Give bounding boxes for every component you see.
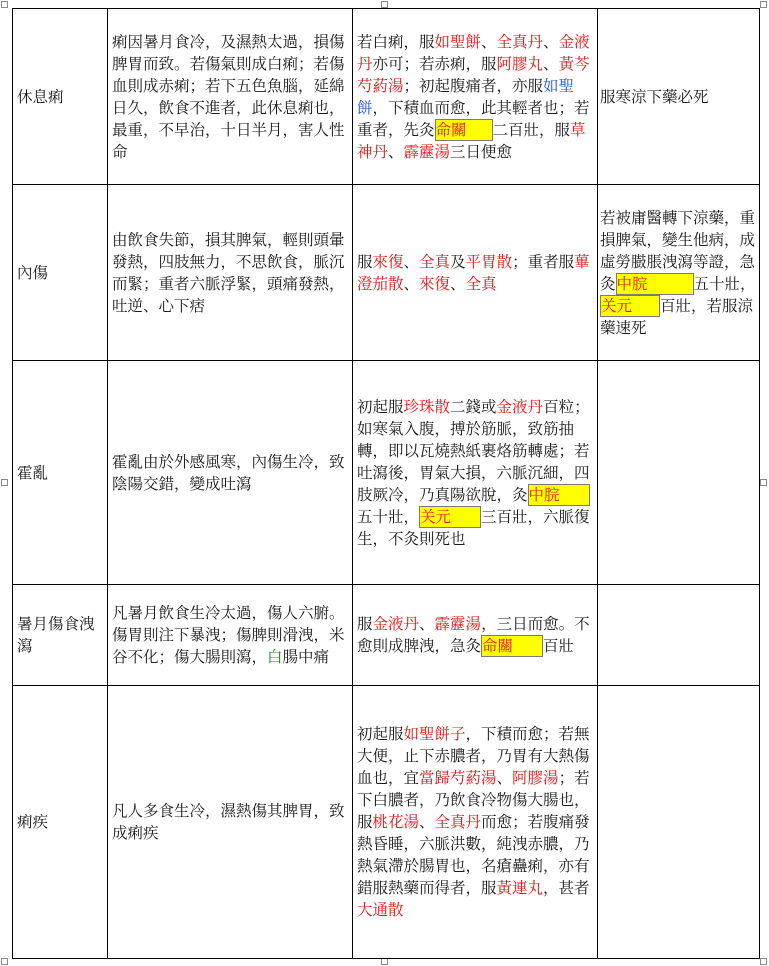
- remedy-name: 大通散: [357, 901, 404, 919]
- treatment-text: ，下積而愈；若無大便，止下赤膿者，乃胃有大熱傷血也，宜: [357, 725, 590, 787]
- remedy-name: 蓽澄茄散: [357, 252, 590, 293]
- treatment-text: 三百壯，六脈復生，不灸則死也: [357, 507, 590, 548]
- treatment-text: ，甚者: [543, 879, 590, 897]
- remedy-name: 黃芩芍葯湯: [357, 54, 590, 95]
- treatment-text: ；若下白膿者，乃飲食冷物傷大腸也，服: [357, 769, 590, 831]
- remedy-name: 霹靂湯: [403, 142, 451, 161]
- treatment-text: 初起服: [357, 725, 404, 743]
- table-row: [13, 9, 760, 185]
- note-text: 服寒涼下藥必死: [600, 87, 709, 106]
- table-resize-handle[interactable]: [1, 479, 8, 486]
- remedy-name: 全真: [419, 252, 451, 271]
- treatment-text: 、: [543, 32, 559, 51]
- table-resize-handle[interactable]: [760, 1, 767, 8]
- treatment-text: 、: [419, 813, 435, 831]
- cause-text-green: 白: [267, 648, 283, 666]
- disease-table: [12, 8, 760, 959]
- disease-name: 內傷: [17, 263, 49, 282]
- note-text: 若被庸醫轉下涼藥，重損脾氣，變生他病，成虛勞臌脹洩瀉等證，急灸: [600, 208, 756, 293]
- treatment-cell[interactable]: [353, 9, 598, 185]
- treatment-cell[interactable]: [353, 185, 598, 361]
- treatment-text: 百壯: [543, 637, 575, 655]
- cause-text: 霍亂由於外感風寒，內傷生冷，致陰陽交錯，變成吐瀉: [112, 452, 345, 493]
- treatment-text: ，三日而愈。不愈則成脾洩，急灸: [357, 615, 590, 655]
- treatment-text: 亦可；若赤痢，服: [372, 54, 497, 73]
- treatment-text: 而愈；若腹痛發熱昏睡，六脈洪數，純洩赤膿，乃熱氣滯於腸胃也，名瘡蠱痢，亦有錯服熱藥而得者，服: [357, 813, 590, 897]
- treatment-text: 、: [543, 54, 559, 73]
- treatment-text: 、: [419, 615, 435, 633]
- acupoint-highlight: 中脘: [528, 484, 590, 506]
- disease-name: 霍亂: [17, 463, 49, 482]
- table-resize-handle[interactable]: [381, 958, 388, 965]
- remedy-name: 全真: [465, 274, 497, 293]
- remedy-name: 平胃散: [465, 252, 513, 271]
- table-resize-handle[interactable]: [1, 1, 8, 8]
- note-cell[interactable]: [598, 585, 760, 686]
- cause-cell[interactable]: [108, 686, 353, 959]
- treatment-text: 、: [481, 32, 497, 51]
- table-row: [13, 686, 760, 959]
- table-resize-handle[interactable]: [381, 1, 388, 8]
- disease-name-cell[interactable]: [13, 585, 108, 686]
- cause-cell[interactable]: [108, 185, 353, 361]
- note-text: 五十壯，: [693, 274, 756, 293]
- cause-text: 凡人多食生冷，濕熱傷其脾胃，致成痢疾: [112, 802, 345, 842]
- remedy-name: 如聖餅: [434, 32, 482, 51]
- remedy-name: 阿膠丸: [496, 54, 544, 73]
- treatment-text: 及: [450, 252, 466, 271]
- acupoint-highlight: 命關: [435, 119, 493, 141]
- treatment-text: 三日便愈: [450, 142, 513, 161]
- treatment-text: 、: [403, 274, 420, 293]
- disease-name: 暑月傷食洩瀉: [17, 615, 95, 655]
- table-resize-handle[interactable]: [760, 958, 767, 965]
- remedy-name: 全真丹: [496, 32, 544, 51]
- acupoint-highlight: 命關: [481, 635, 543, 657]
- treatment-text: 初起服: [357, 397, 404, 416]
- treatment-text: 若白痢，服: [357, 32, 435, 51]
- table-row: [13, 361, 760, 585]
- disease-name: 痢疾: [17, 813, 49, 831]
- acupoint-highlight: 关元: [600, 295, 660, 317]
- remedy-name: 桃花湯: [372, 813, 420, 831]
- treatment-text: 、: [388, 142, 404, 161]
- note-text: 百壯，若服涼藥速死: [600, 296, 754, 337]
- table-row: [13, 185, 760, 361]
- cause-text: 凡暑月飲食生冷太過，傷人六腑。傷胃則注下暴洩；傷脾則滑洩，米谷不化；傷大腸則瀉，: [112, 604, 345, 666]
- treatment-text: 服: [357, 252, 373, 271]
- note-cell[interactable]: [598, 9, 760, 185]
- treatment-text: 、: [403, 252, 420, 271]
- cause-cell[interactable]: [108, 361, 353, 585]
- cause-text: 由飲食失節，損其脾氣，輕則頭暈發熱，四肢無力，不思飲食，脈沉而緊；重者六脈浮緊，頭痛發熱，吐逆、心下痞: [112, 230, 345, 315]
- disease-name-cell[interactable]: [13, 9, 108, 185]
- disease-name-cell[interactable]: [13, 361, 108, 585]
- treatment-text: 五十壯，: [357, 507, 420, 526]
- cause-text: 痢因暑月食冷，及濕熱太過，損傷脾胃而致。若傷氣則成白痢；若傷血則成赤痢；若下五色魚腦，延綿日久，飲食不進者，此休息痢也，最重，不早治，十日半月，害人性命: [112, 32, 345, 161]
- remedy-name: 黃連丸: [496, 879, 544, 897]
- remedy-name: 草神丹: [357, 120, 586, 161]
- disease-name-cell[interactable]: [13, 686, 108, 959]
- remedy-name: 來復: [419, 274, 451, 293]
- treatment-text: 二百壯，服: [492, 120, 571, 139]
- table-resize-handle[interactable]: [1, 958, 8, 965]
- remedy-name: 珍珠散: [403, 397, 451, 416]
- remedy-name: 阿膠湯: [512, 769, 559, 787]
- treatment-text: ，下積血而愈，此其輕者也；若重者，先灸: [357, 98, 590, 139]
- treatment-cell[interactable]: [353, 686, 598, 959]
- treatment-text: 、: [496, 769, 513, 787]
- table-row: [13, 585, 760, 686]
- acupoint-highlight: 关元: [419, 506, 481, 528]
- cause-cell[interactable]: [108, 9, 353, 185]
- remedy-name: 來復: [372, 252, 404, 271]
- disease-name-cell[interactable]: [13, 185, 108, 361]
- remedy-name: 全真丹: [434, 813, 482, 831]
- treatment-text: 服: [357, 615, 373, 633]
- note-cell[interactable]: [598, 686, 760, 959]
- cause-cell[interactable]: [108, 585, 353, 686]
- treatment-text: 二錢或: [450, 397, 497, 416]
- treatment-cell[interactable]: [353, 361, 598, 585]
- treatment-text: ；重者服: [512, 252, 575, 271]
- treatment-cell[interactable]: [353, 585, 598, 686]
- note-cell[interactable]: [598, 361, 760, 585]
- note-cell[interactable]: [598, 185, 760, 361]
- cause-text: 腸中痛: [282, 648, 330, 666]
- remedy-name: 當歸芍葯湯: [419, 769, 497, 787]
- treatment-text: 百粒；如寒氣入腹，搏於筋脈，致筋抽轉，即以瓦燒熱紙裹烙筋轉處；若吐瀉後，胃氣大損，六脈沉細，四肢厥冷，乃真陽欲脫，灸: [357, 397, 590, 504]
- treatment-text: 、: [450, 274, 466, 293]
- table-resize-handle[interactable]: [760, 479, 767, 486]
- acupoint-highlight: 中脘: [616, 273, 694, 295]
- remedy-name: 如聖餅: [357, 76, 575, 117]
- remedy-name: 金液丹: [496, 397, 544, 416]
- remedy-name: 金液丹: [372, 615, 420, 633]
- treatment-text: ；初起腹痛者，亦服: [403, 76, 544, 95]
- disease-name: 休息痢: [17, 87, 64, 106]
- remedy-name: 霹靂湯: [434, 615, 482, 633]
- remedy-name: 如聖餅子: [403, 725, 466, 743]
- remedy-name: 金液丹: [357, 32, 590, 73]
